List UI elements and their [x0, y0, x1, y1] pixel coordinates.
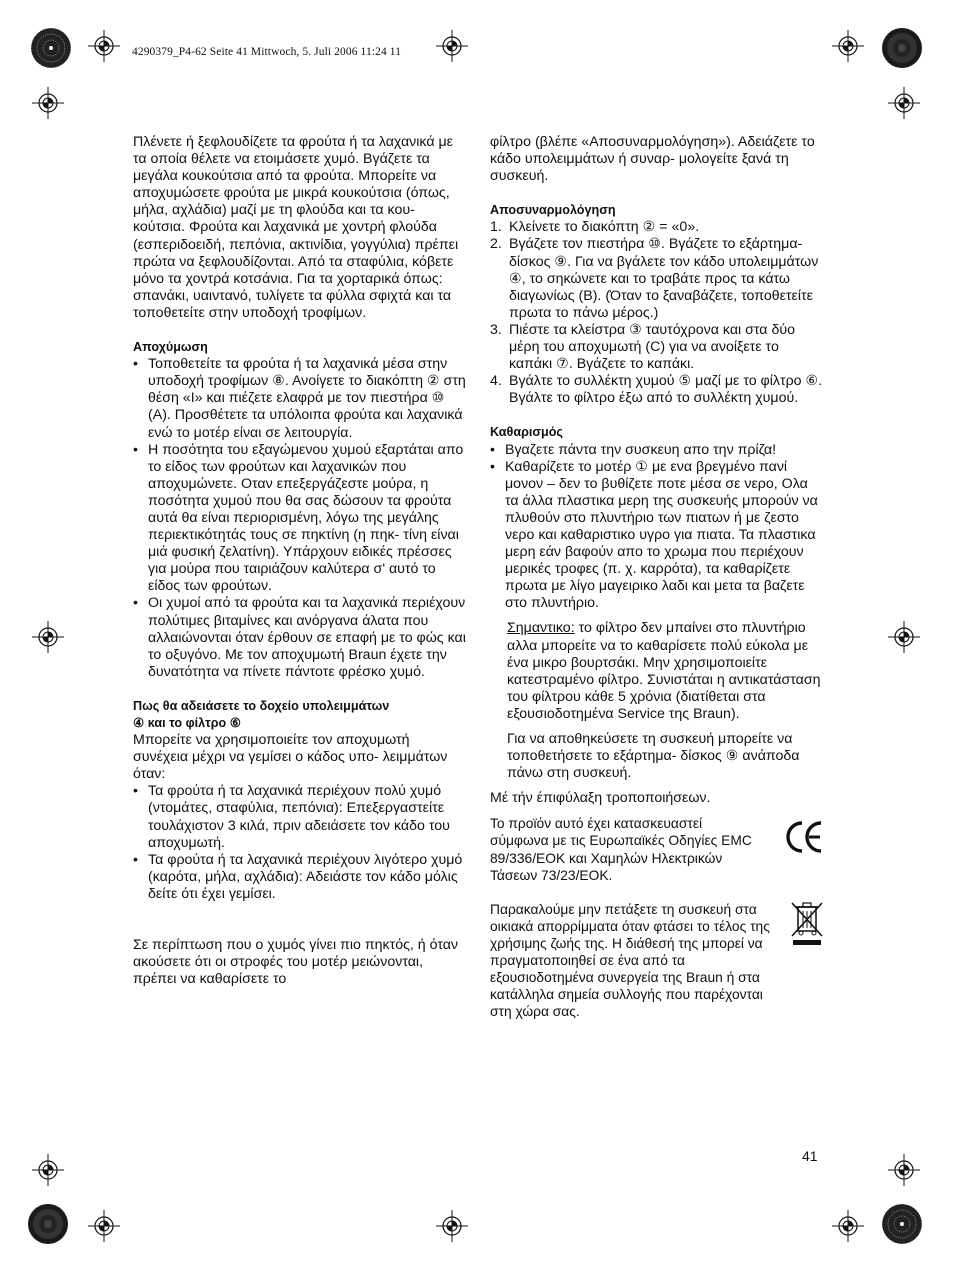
ce-text: Το προϊόν αυτό έχει κατασκευαστεί σύμφωνα με τις Ευρωπαϊκές Οδηγίες EMC 89/336/EOK και Χαμηλών Ηλεκτρικών Τάσεων 73/23/EOK. [490, 816, 752, 883]
registration-mark-top-center [436, 30, 468, 62]
storage-paragraph: Για να αποθηκεύσετε τη συσκευή μπορείτε να τοποθετήσετε το εξάρτημα- δίσκος ⑨ ανάποδα πάνω στη συσκευή. [507, 731, 800, 782]
step-item: 3. Πιέστε τα κλείστρα ③ ταυτόχρονα και στα δύο μέρη του αποχυμωτή (C) για να ανοίξετε το καπάκι ⑦. Βγάζετε το καπάκι. [490, 321, 795, 373]
list-item: • Οι χυμοί από τα φρούτα και τα λαχανικά περιέχουν πολύτιμες βιταμίνες και ανόργανα άλατα που αλλαιώνονται όταν έρθουν σε επαφή με το φώς και το οξυγόνο. Με τον αποχυμωτή Braun έχετε την δυνατότητα να πίνετε πάντοτε φρέσκο χυμό. [133, 595, 468, 680]
list-item: • Βγαζετε πάντα την συσκευη απο την πρίζα! [490, 442, 825, 459]
page-number: 41 [802, 1148, 818, 1164]
heading-disassembly: Αποσυναρμολόγηση [490, 203, 616, 218]
important-text: το φίλτρο δεν μπαίνει στο πλυντήριο αλλα μπορείτε να το καθαρίσετε πολύ εύκολα με ένα μικρο βουρτσάκι. Μην χρησιμοποιείτε κατεστραμένο φίλτρο. Συνιστάται η αντικατάσταση του φίλτρου κάθε 5 χρόνια (διατίθεται στα εξουσιοδοτημένα Service της Braun). [507, 620, 821, 722]
important-label: Σημαντικο: [507, 620, 575, 637]
heading-juicing: Αποχύμωση [133, 340, 208, 355]
heading-cleaning: Καθαρισμός [490, 425, 563, 440]
continued-paragraph: φίλτρο (βλέπε «Αποσυναρμολόγηση»). Αδειάζετε το κάδο υπολειμμάτων ή συναρ- μολογείτε ξανά τη συσκευή. [490, 134, 815, 185]
weee-text: Παρακαλούμε μην πετάξετε τη συσκευή στα οικιακά απορρίμματα όταν φτάσει το τέλος της χρήσιμης ζωής της. Η διάθεσή της μπορεί να πραγματοποιηθεί σε ένα από τα εξουσιοδοτημένα συνεργεία της Braun ή στα κατάλληλα σημεία συλλογής που παρέχονται στη χώρα σας. [490, 901, 770, 1020]
registration-mark-bottom-right [832, 1154, 922, 1244]
step-item: 4. Βγάλτε το συλλέκτη χυμού ⑤ μαζί με το φίλτρο ⑥. Βγάλτε το φίλτρο έξω από το συλλέκτη χυμού. [490, 373, 823, 407]
heading-empty-line-1: Πως θα αδειάσετε το δοχείο υπολειμμάτων [133, 698, 390, 713]
heading-empty-container [133, 698, 468, 732]
list-item: • Τοποθετείτε τα φρούτα ή τα λαχανικά μέσα στην υποδοχή τροφίμων ⑧. Ανοίγετε το διακόπτη ② στη θέση «I» και πιέζετε ελαφρά με τον πιεστήρα ⑩ (A). Προσθέτετε τα υπόλοιπα φρούτα και λαχανικά ενώ το μοτέρ είναι σε λειτουργία. [133, 356, 468, 441]
list-item: • Τα φρούτα ή τα λαχανικά περιέχουν πολύ χυμό (ντομάτες, σταφύλια, πεπόνια): Επεξεργαστείτε τουλάχιστον 3 κιλά, πριν αδειάσετε τον κάδο του αποχυμωτή. [133, 783, 468, 851]
registration-mark-bottom-left [28, 1154, 120, 1244]
step-item: 2. Βγάζετε τον πιεστήρα ⑩. Βγάζετε το εξάρτημα-δίσκος ⑨. Για να βγάλετε τον κάδο υπολειμμάτων ④, το σηκώνετε και το τραβάτε προς τα κάτω διαγωνίως (B). (Όταν το ξαναβάζετε, τοποθετείτε πρωτα το πάνω μέρος.) [490, 236, 819, 321]
registration-mark-top-left [31, 28, 120, 119]
registration-mark-bottom-center [436, 1210, 468, 1242]
bitter-paragraph: Σε περίπτωση που ο χυμός γίνει πιο πηκτός, ή όταν ακούσετε ότι οι στροφές του μοτέρ μειώνονται, πρέπει να καθαρίσετε το [133, 937, 459, 988]
empty-intro: Μπορείτε να χρησιμοποιείτε τον αποχυμωτή συνέχεια μέχρι να γεμίσει ο κάδος υπο- λειμμάτων όταν: [133, 732, 448, 783]
list-item: • Η ποσότητα του εξαγώμενου χυμού εξαρτάται απο το είδος των φρούτων και λαχανικών που αποχυμώνετε. Οταν επεξεργάζεστε μούρα, η ποσότητα χυμού που θα σας δώσουν τα φρούτα αυτά θα είναι περιορισμένη, λόγω της μεγάλης περιεκτικότητάς τους σε πηκτίνη (η πηκ- τίνη είναι μιά φυσική ζελατίνη). Υπάρχουν ειδικές πρέσσες για μούρα που ταιριάζουν καλύτερα σ' αυτό το είδος των φρούτων. [133, 442, 468, 596]
important-note [490, 620, 825, 723]
left-column [133, 134, 468, 988]
print-slug: 4290379_P4-62 Seite 41 Mittwoch, 5. Juli 2006 11:24 11 [132, 46, 402, 58]
registration-mark-top-right [832, 28, 922, 119]
step-item: 1. Κλείνετε το διακόπτη ② = «0». [490, 219, 700, 236]
list-item: • Τα φρούτα ή τα λαχανικά περιέχουν λιγότερο χυμό (καρότα, μήλα, αχλάδια): Αδειάστε τον κάδο μόλις δείτε ότι έχει γεμίσει. [133, 852, 468, 903]
list-item: • Καθαρίζετε το μοτέρ ① με ενα βρεγμένο πανί μονον – δεν το βυθίζετε ποτε μέσα σε νερο, Ολα τα άλλα πλαστικα μερη της συσκευής μπορούν να πλυθούν στο πλυντήριο των πιατων ή με ζεστο νερο και καθαριστικο υγρο για πιατα. Τα πλαστικα μερη εάν βαφούν απο το χρωμα που περιέχουν μερικές τροφες (π. χ. καρρότα), τα καθαρίζετε πρωτα με λίγο μαγειρικο λαδι και μετα τα βαζετε στο πλυντήριο. [490, 459, 825, 613]
ce-conformity [490, 815, 825, 883]
right-column [490, 134, 825, 1020]
heading-empty-line-2: ④ και το φίλτρο ⑥ [133, 716, 241, 730]
intro-paragraph: Πλένετε ή ξεφλουδίζετε τα φρούτα ή τα λαχανικά με τα οποία θέλετε να ετοιμάσετε χυμό. Βγάζετε τα μεγάλα κουκούτσια από τα φρούτα. Μπορείτε να αποχυμώσετε φρούτα με μικρά κουκούτσια (όπως, μήλα, αχλάδια) μαζί με τη φλούδα και τα κου- κούτσια. Φρούτα και λαχανικά με χοντρή φλούδα (εσπεριδοειδή, πεπόνια, ακτινίδια, γογγύλια) πρέπει πρώτα να ξεφλουδίζονται. Από τα σταφύλια, κόβετε μόνο τα χοντρά κοτσάνια. Για τα χορταρικά όπως: σπανάκι, υαιντανό, τυλίγετε τα φύλλα σφιχτά και τα τοποθετείτε στην υποδοχή τροφίμων. [133, 134, 459, 321]
crossed-bin-icon [789, 901, 825, 947]
weee-disposal [490, 901, 825, 1021]
reserve-note: Μέ τήν έπιφύλαξη τροποποιήσεων. [490, 790, 711, 807]
ce-mark-icon [785, 819, 825, 855]
